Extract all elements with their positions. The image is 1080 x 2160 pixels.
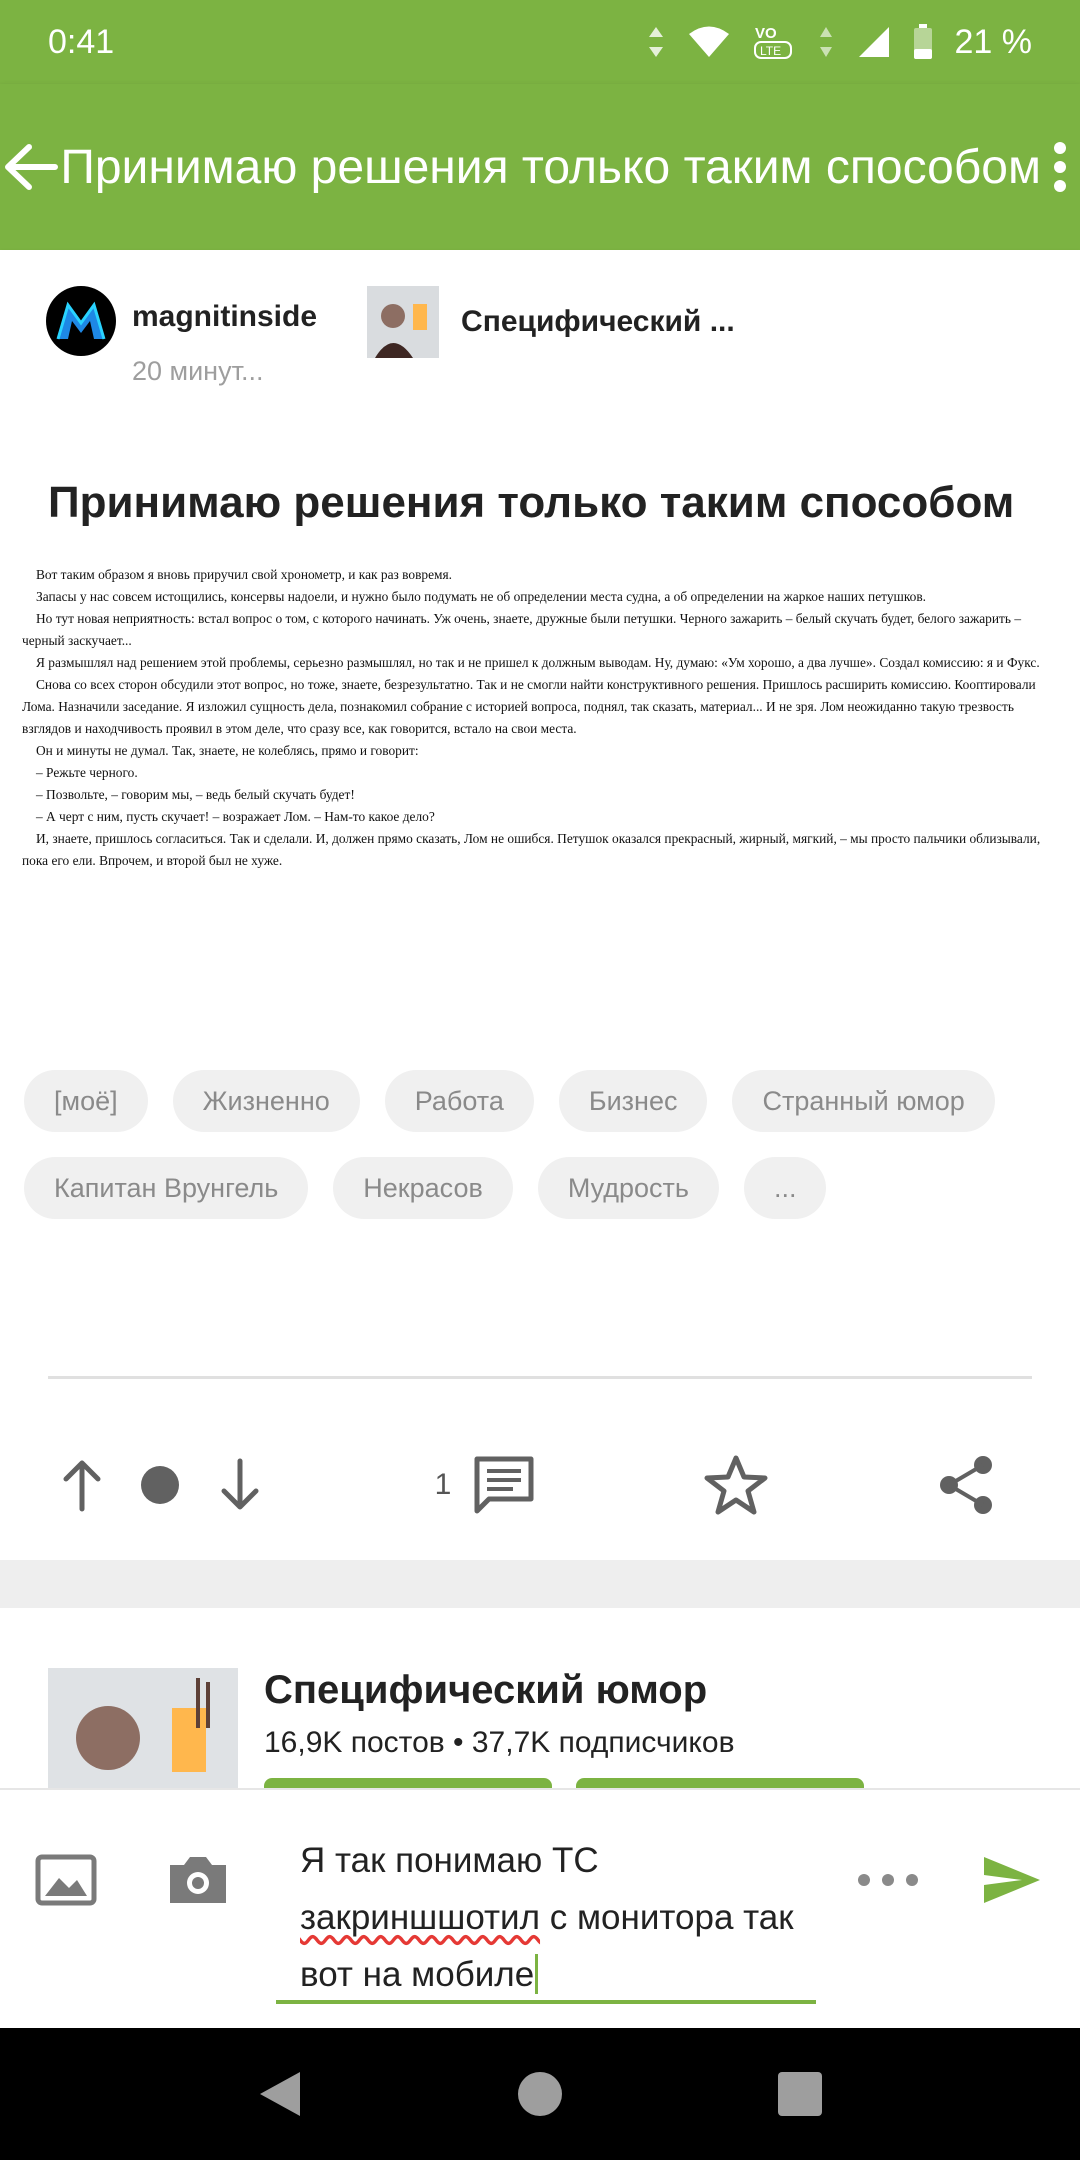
- back-button[interactable]: [0, 84, 60, 250]
- community-photo-icon: [367, 286, 439, 358]
- nav-recents-icon: [777, 2071, 823, 2117]
- text-caret: [535, 1954, 538, 1994]
- more-options-button[interactable]: [1041, 84, 1080, 250]
- nav-back-button[interactable]: [225, 2039, 335, 2149]
- image-paragraph: Но тут новая неприятность: встал вопрос о том, с которого начинать. Уж очень, знаете, дружные были петушки. Черного зажарить – белый скучать будет, белого зажарить – черный заскучает...: [22, 611, 1022, 648]
- camera-button[interactable]: [158, 1840, 238, 1920]
- comment-text-part: Я так понимаю ТС: [300, 1841, 599, 1880]
- tag-chip[interactable]: Работа: [385, 1070, 534, 1132]
- tag-chip[interactable]: Жизненно: [173, 1070, 360, 1132]
- nav-home-button[interactable]: [485, 2039, 595, 2149]
- community-card: [0, 1608, 1080, 1788]
- nav-recents-button[interactable]: [745, 2039, 855, 2149]
- comment-misspelled-word: закриншшотил: [300, 1898, 541, 1937]
- arrow-up-icon: [62, 1459, 102, 1511]
- send-button[interactable]: [972, 1840, 1052, 1920]
- post-title: Принимаю решения только таким способом: [48, 478, 1015, 527]
- camera-icon: [166, 1853, 230, 1907]
- system-nav-bar: [0, 2028, 1080, 2160]
- tag-chip[interactable]: [моё]: [24, 1070, 148, 1132]
- comments-button[interactable]: [420, 1430, 550, 1540]
- community-thumbnail: [367, 286, 439, 358]
- share-icon: [937, 1454, 995, 1516]
- nav-back-icon: [256, 2068, 304, 2120]
- arrow-back-icon: [3, 144, 57, 190]
- tag-chip[interactable]: Капитан Врунгель: [24, 1157, 308, 1219]
- community-name: Специфический ...: [461, 305, 735, 338]
- signal-arrows-icon: [819, 25, 833, 59]
- battery-percent: 21 %: [954, 22, 1032, 61]
- tag-chip[interactable]: Некрасов: [333, 1157, 513, 1219]
- wifi-icon: [687, 25, 731, 59]
- tag-chip[interactable]: Бизнес: [559, 1070, 708, 1132]
- post-header: [46, 286, 735, 387]
- comment-input[interactable]: [300, 1832, 820, 2003]
- upvote-button[interactable]: [50, 1430, 114, 1540]
- image-paragraph: Я размышлял над решением этой проблемы, серьезно размышлял, но так и не пришел к должным выводам. Ну, думаю: «Ум хорошо, а два лучше». Создал комиссию: я и Фукс.: [36, 655, 1040, 670]
- battery-icon: [913, 24, 933, 60]
- post-actions: [0, 1430, 1080, 1540]
- input-underline: [276, 2000, 816, 2004]
- image-paragraph: Он и минуты не думал. Так, знаете, не колеблясь, прямо и говорит:: [36, 743, 419, 758]
- community-link[interactable]: [367, 286, 735, 358]
- tag-list: [24, 1070, 1064, 1219]
- save-button[interactable]: [696, 1430, 776, 1540]
- app-bar: [0, 84, 1080, 250]
- status-bar: [0, 0, 1080, 84]
- cell-signal-icon: [855, 25, 891, 59]
- community-card-stats: 16,9K постов • 37,7K подписчиков: [264, 1726, 735, 1759]
- send-icon: [982, 1855, 1042, 1905]
- tag-chip[interactable]: Мудрость: [538, 1157, 719, 1219]
- post-card: [0, 250, 1080, 1560]
- comment-icon: [473, 1455, 535, 1515]
- tags-more-button[interactable]: ...: [744, 1157, 827, 1219]
- rating-dot: [132, 1430, 188, 1540]
- image-paragraph: Вот таким образом я вновь приручил свой хронометр, и как раз вовремя.: [36, 567, 453, 582]
- section-gap: [0, 1560, 1080, 1608]
- image-paragraph: И, знаете, пришлось согласиться. Так и сделали. И, должен прямо сказать, Лом не ошибся. Петушок оказался прекрасный, жирный, мягкий, – мы просто пальчики облизывали, пока его ели. Впрочем, и второй был не хуже.: [22, 831, 1041, 868]
- magnit-logo-icon: [54, 301, 108, 341]
- app-bar-title: Принимаю решения только таким способом: [60, 140, 1041, 194]
- tag-chip[interactable]: Странный юмор: [732, 1070, 994, 1132]
- status-time: 0:41: [48, 22, 115, 61]
- image-icon: [35, 1854, 97, 1906]
- status-icons: [647, 22, 1033, 62]
- more-vert-icon: [1053, 141, 1067, 193]
- volte-icon: [753, 22, 797, 62]
- image-paragraph: – Позвольте, – говорим мы, – ведь белый скучать будет!: [36, 787, 355, 802]
- svg-text:LTE: LTE: [759, 44, 781, 58]
- more-formatting-button[interactable]: [848, 1840, 928, 1920]
- rating-dot-icon: [140, 1465, 180, 1505]
- comment-composer: [0, 1788, 1080, 2028]
- image-paragraph: Запасы у нас совсем истощились, консервы надоели, и нужно было подумать не об определении места судна, а об определении на жаркое наших петушков.: [36, 589, 927, 604]
- svg-text:VO: VO: [754, 25, 777, 42]
- comment-text-part: с монитора так вот на мобиле: [300, 1898, 794, 1994]
- data-arrows-icon: [647, 25, 665, 59]
- divider: [48, 1376, 1032, 1379]
- community-card-name[interactable]: Специфический юмор: [264, 1668, 708, 1712]
- downvote-button[interactable]: [208, 1430, 272, 1540]
- arrow-down-icon: [220, 1459, 260, 1511]
- nav-home-icon: [517, 2071, 563, 2117]
- comment-count: 1: [434, 1468, 452, 1501]
- share-button[interactable]: [926, 1430, 1006, 1540]
- post-time: 20 минут...: [132, 356, 264, 386]
- star-icon: [703, 1454, 769, 1516]
- author-name[interactable]: magnitinside: [132, 300, 318, 333]
- image-paragraph: – А черт с ним, пусть скучает! – возражает Лом. – Нам-то какое дело?: [36, 809, 435, 824]
- author-avatar[interactable]: [46, 286, 116, 356]
- attach-image-button[interactable]: [26, 1840, 106, 1920]
- post-text-image[interactable]: [22, 564, 1066, 1004]
- image-paragraph: Снова со всех сторон обсудили этот вопрос, но тоже, знаете, безрезультатно. Так и не смогли найти конструктивного решения. Пришлось расширить комиссию. Кооптировали Лома. Назначили заседание. Я изложил сущность дела, познакомил собрание с историей вопроса, поднял, так сказать, материал... И не зря. Лом неожиданно такую трезвость взглядов и находчивость проявил в этом деле, что сразу все, как говорится, встало на свои места.: [22, 677, 1036, 736]
- image-paragraph: – Режьте черного.: [36, 765, 138, 780]
- more-horiz-icon: [856, 1872, 920, 1888]
